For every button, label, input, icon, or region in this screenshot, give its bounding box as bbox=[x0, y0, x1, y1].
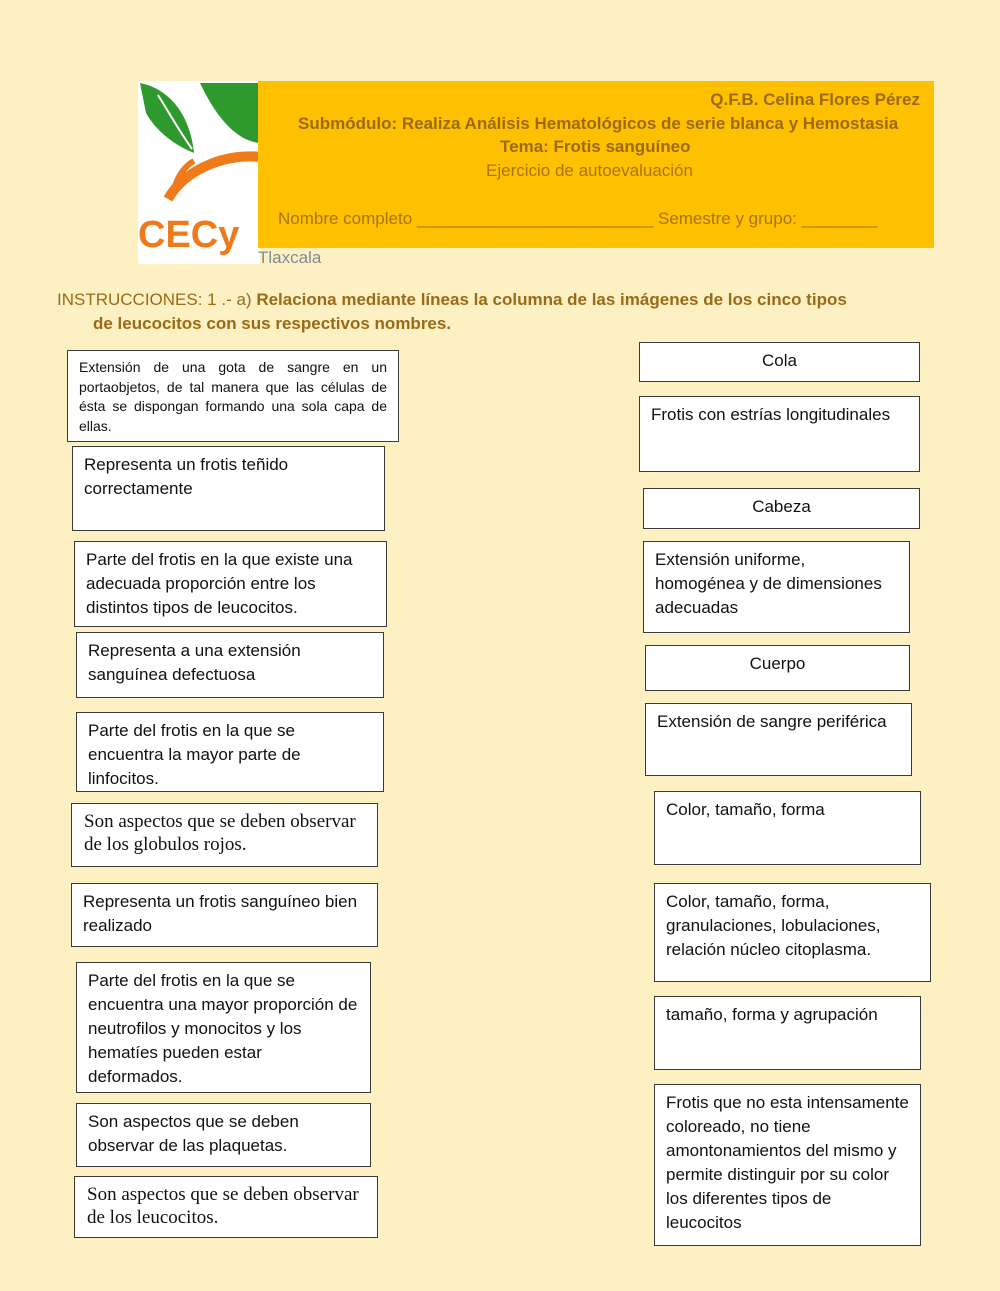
header-banner bbox=[258, 81, 934, 248]
name-and-group-field[interactable]: Nombre completo _________________________ Semestre y grupo: ________ bbox=[278, 209, 878, 228]
left-item-10[interactable]: Son aspectos que se deben observar de los leucocitos. bbox=[74, 1176, 378, 1238]
right-item-7[interactable]: Color, tamaño, forma bbox=[654, 791, 921, 865]
left-item-1[interactable]: Extensión de una gota de sangre en un portaobjetos, de tal manera que las células de ésta se dispongan formando una sola capa de ellas. bbox=[67, 350, 399, 442]
right-item-6[interactable]: Extensión de sangre periférica bbox=[645, 703, 912, 776]
logo-leaf-left bbox=[140, 83, 194, 153]
right-item-10[interactable]: Frotis que no esta intensamente coloreado, no tiene amontonamientos del mismo y permite distinguir por su color los diferentes tipos de leucocitos bbox=[654, 1084, 921, 1246]
instructions-line1: Relaciona mediante líneas la columna de las imágenes de los cinco tipos bbox=[256, 290, 847, 309]
left-item-5[interactable]: Parte del frotis en la que se encuentra la mayor parte de linfocitos. bbox=[76, 712, 384, 792]
left-item-9[interactable]: Son aspectos que se deben observar de las plaquetas. bbox=[76, 1103, 371, 1167]
cecyte-logo bbox=[138, 81, 260, 264]
left-item-4[interactable]: Representa a una extensión sanguínea defectuosa bbox=[76, 632, 384, 698]
instructions-prefix: INSTRUCCIONES: 1 .- a) bbox=[57, 290, 257, 309]
logo-graphic bbox=[138, 81, 260, 264]
right-item-1[interactable]: Cola bbox=[639, 342, 920, 382]
instructions-line2: de leucocitos con sus respectivos nombres. bbox=[93, 314, 452, 333]
left-item-6[interactable]: Son aspectos que se deben observar de los globulos rojos. bbox=[71, 803, 378, 867]
topic-title: Tema: Frotis sanguíneo bbox=[500, 137, 691, 156]
right-item-8[interactable]: Color, tamaño, forma, granulaciones, lobulaciones, relación núcleo citoplasma. bbox=[654, 883, 931, 982]
logo-leaf-right bbox=[200, 83, 260, 143]
right-item-9[interactable]: tamaño, forma y agrupación bbox=[654, 996, 921, 1070]
left-item-8[interactable]: Parte del frotis en la que se encuentra una mayor proporción de neutrofilos y monocitos y los hematíes pueden estar deformados. bbox=[76, 962, 371, 1093]
right-item-4[interactable]: Extensión uniforme, homogénea y de dimensiones adecuadas bbox=[643, 541, 910, 633]
submodule-title: Submódulo: Realiza Análisis Hematológicos de serie blanca y Hemostasia bbox=[298, 114, 899, 133]
right-item-3[interactable]: Cabeza bbox=[643, 488, 920, 529]
right-item-2[interactable]: Frotis con estrías longitudinales bbox=[639, 396, 920, 472]
instructions bbox=[57, 288, 917, 336]
exercise-subtitle: Ejercicio de autoevaluación bbox=[486, 161, 693, 180]
right-item-5[interactable]: Cuerpo bbox=[645, 645, 910, 691]
logo-text: CECy bbox=[138, 214, 240, 256]
location-label: Tlaxcala bbox=[258, 248, 322, 267]
left-item-3[interactable]: Parte del frotis en la que existe una adecuada proporción entre los distintos tipos de leucocitos. bbox=[74, 541, 387, 627]
left-item-2[interactable]: Representa un frotis teñido correctamente bbox=[72, 446, 385, 531]
left-item-7[interactable]: Representa un frotis sanguíneo bien realizado bbox=[71, 883, 378, 947]
author-name: Q.F.B. Celina Flores Pérez bbox=[710, 90, 920, 109]
